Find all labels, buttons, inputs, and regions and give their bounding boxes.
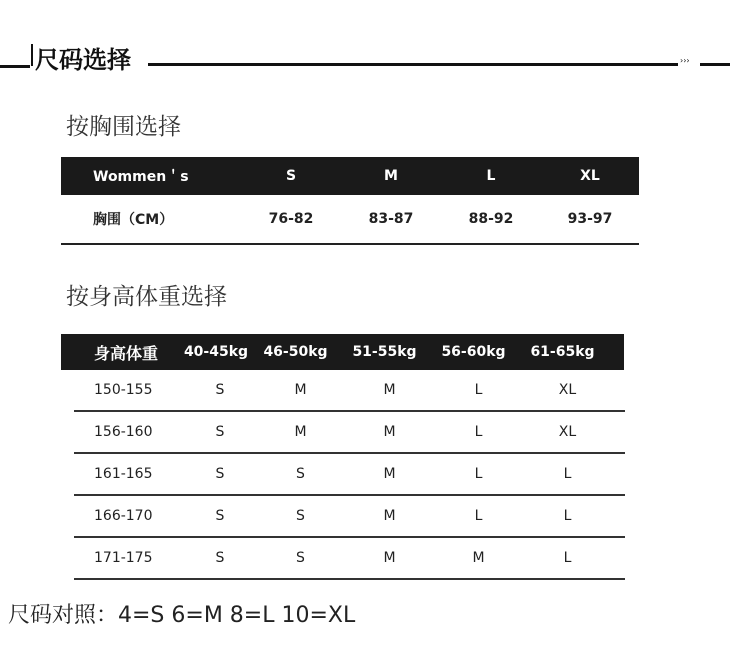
size-cell: XL [558,382,577,398]
body-table-row [74,538,625,580]
chest-table-row [61,195,639,245]
size-selection-title-bar [0,38,730,72]
chest-header-size: M [384,168,398,184]
size-cell: M [383,424,396,440]
body-table-row [74,412,625,454]
chest-range-cell: 76-82 [268,211,314,227]
size-cell: S [215,508,225,524]
chest-range-cell: 93-97 [567,211,613,227]
size-cell: S [215,424,225,440]
size-cell: S [296,466,305,482]
chest-header-size: XL [580,168,600,184]
size-cell: L [474,466,483,482]
page-title: 尺码选择 [35,46,131,74]
size-cell: L [563,550,572,566]
chest-table-header [61,157,639,195]
size-cell: L [563,508,572,524]
size-cell: L [474,382,483,398]
height-range-cell: 150-155 [94,382,153,398]
size-cell: L [563,466,572,482]
chest-header-size: L [486,168,496,184]
size-cell: M [294,382,307,398]
size-cell: XL [558,424,577,440]
body-header-weight: 51-55kg [352,344,417,360]
body-header-label: 身高体重 [94,343,159,363]
title-arrows-icon: ››› [680,56,690,65]
title-divider-line [148,63,678,66]
size-cell: M [294,424,307,440]
size-cell: S [296,550,305,566]
body-header-weight: 40-45kg [183,344,249,360]
body-table-header [61,334,624,370]
title-lead-line [0,65,30,68]
chest-header-label: Wommen＇s [93,169,189,185]
chest-header-size: S [285,168,297,184]
body-table-row [74,454,625,496]
body-table-rows [61,370,624,580]
body-table-row [74,370,625,412]
chest-range-cell: 83-87 [368,211,414,227]
body-section-heading: 按身高体重选择 [66,284,227,310]
size-cell: M [472,550,485,566]
body-header-weight: 61-65kg [530,344,595,360]
size-cell: M [383,508,396,524]
size-cell: L [474,508,483,524]
title-bar-mark [31,44,33,66]
size-cell: S [215,382,225,398]
title-end-line [700,63,730,66]
size-cell: M [383,466,396,482]
height-range-cell: 161-165 [94,466,153,482]
body-header-weight: 56-60kg [441,344,506,360]
size-cell: S [215,466,225,482]
size-cell: M [383,382,396,398]
size-cell: S [296,508,305,524]
size-cell: L [474,424,483,440]
height-weight-size-table [61,334,624,580]
size-cell: S [215,550,225,566]
size-mapping-note: 尺码对照：4=S 6=M 8=L 10=XL [8,603,356,628]
height-range-cell: 156-160 [94,424,153,440]
height-range-cell: 171-175 [94,550,153,566]
chest-row-label: 胸围（CM） [93,212,174,228]
height-range-cell: 166-170 [94,508,153,524]
chest-section-heading: 按胸围选择 [66,114,181,140]
size-cell: M [383,550,396,566]
body-header-weight: 46-50kg [263,344,328,360]
chest-size-table [61,157,639,245]
body-table-row [74,496,625,538]
chest-range-cell: 88-92 [468,211,514,227]
